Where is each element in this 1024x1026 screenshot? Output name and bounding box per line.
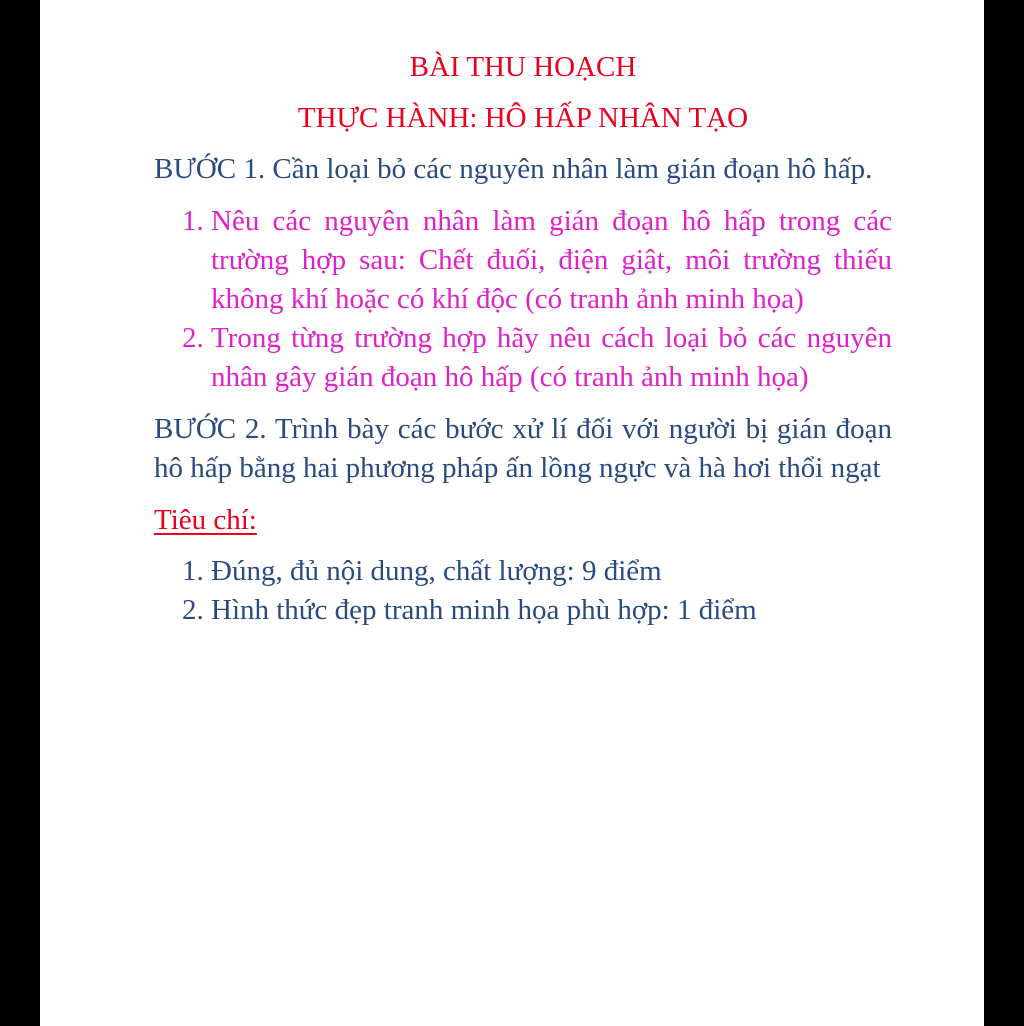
document-subtitle: THỰC HÀNH: HÔ HẤP NHÂN TẠO — [297, 102, 749, 134]
list-item — [154, 552, 892, 591]
task-list — [154, 202, 892, 397]
list-item-text: Nêu các nguyên nhân làm gián đoạn hô hấp trong các trường hợp sau: Chết đuối, điện giật, môi trường thiếu không khí hoặc có khí độc (có tranh ảnh minh họa) — [211, 205, 892, 315]
list-item-number: 2. — [182, 322, 204, 354]
list-item-text: Hình thức đẹp tranh minh họa phù hợp: 1 điểm — [211, 594, 757, 626]
list-item-text: Trong từng trường hợp hãy nêu cách loại bỏ các nguyên nhân gây gián đoạn hô hấp (có tranh ảnh minh họa) — [211, 322, 892, 393]
document-page — [40, 0, 984, 1026]
criteria-list — [154, 552, 892, 630]
list-item — [154, 591, 892, 630]
criteria-heading: Tiêu chí: — [154, 504, 257, 536]
step-1-text: BƯỚC 1. Cần loại bỏ các nguyên nhân làm gián đoạn hô hấp. — [154, 153, 873, 185]
step-2-text: BƯỚC 2. Trình bày các bước xử lí đối với người bị gián đoạn hô hấp bằng hai phương pháp ấn lồng ngực và hà hơi thổi ngạt — [154, 413, 892, 484]
list-item-number: 1. — [182, 555, 204, 587]
list-item-number: 1. — [182, 205, 204, 237]
document-content — [154, 48, 892, 630]
list-item-text: Đúng, đủ nội dung, chất lượng: 9 điểm — [211, 555, 662, 587]
list-item — [154, 202, 892, 319]
list-item-number: 2. — [182, 594, 204, 626]
document-title: BÀI THU HOẠCH — [409, 51, 637, 83]
list-item — [154, 319, 892, 397]
